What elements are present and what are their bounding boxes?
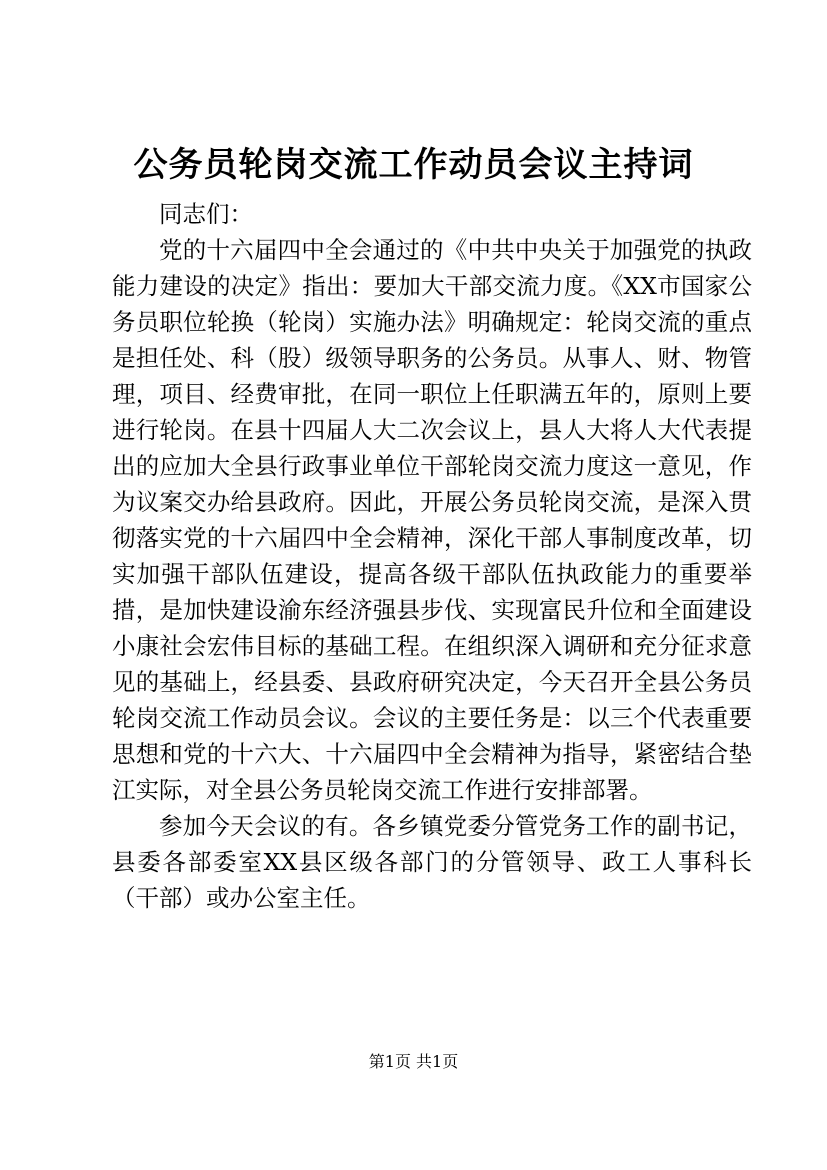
document-body (112, 196, 752, 916)
salutation: 同志们： (159, 200, 253, 228)
paragraph-1: 党的十六届四中全会通过的《中共中央关于加强党的执政能力建设的决定》指出：要加大干部交流力度。《XX市国家公务员职位轮换（轮岗）实施办法》明确规定：轮岗交流的重点是担任处、科（股）级领导职务的公务员。从事人、财、物管理，项目、经费审批，在同一职位上任职满五年的，原则上要进行轮岗。在县十四届人大二次会议上，县人大将人大代表提出的应加大全县行政事业单位干部轮岗交流力度这一意见，作为议案交办给县政府。因此，开展公务员轮岗交流，是深入贯彻落实党的十六届四中全会精神，深化干部人事制度改革，切实加强干部队伍建设，提高各级干部队伍执政能力的重要举措，是加快建设渝东经济强县步伐、实现富民升位和全面建设小康社会宏伟目标的基础工程。在组织深入调研和充分征求意见的基础上，经县委、县政府研究决定，今天召开全县公务员轮岗交流工作动员会议。会议的主要任务是：以三个代表重要思想和党的十六大、十六届四中全会精神为指导，紧密结合垫江实际，对全县公务员轮岗交流工作进行安排部署。 (112, 236, 752, 804)
document-title: 公务员轮岗交流工作动员会议主持词 (133, 145, 694, 185)
paragraph-2: 参加今天会议的有。各乡镇党委分管党务工作的副书记，县委各部委室XX县区级各部门的分管领导、政工人事科长（干部）或办公室主任。 (112, 812, 752, 912)
page-footer: 第1页 共1页 (368, 1052, 459, 1071)
